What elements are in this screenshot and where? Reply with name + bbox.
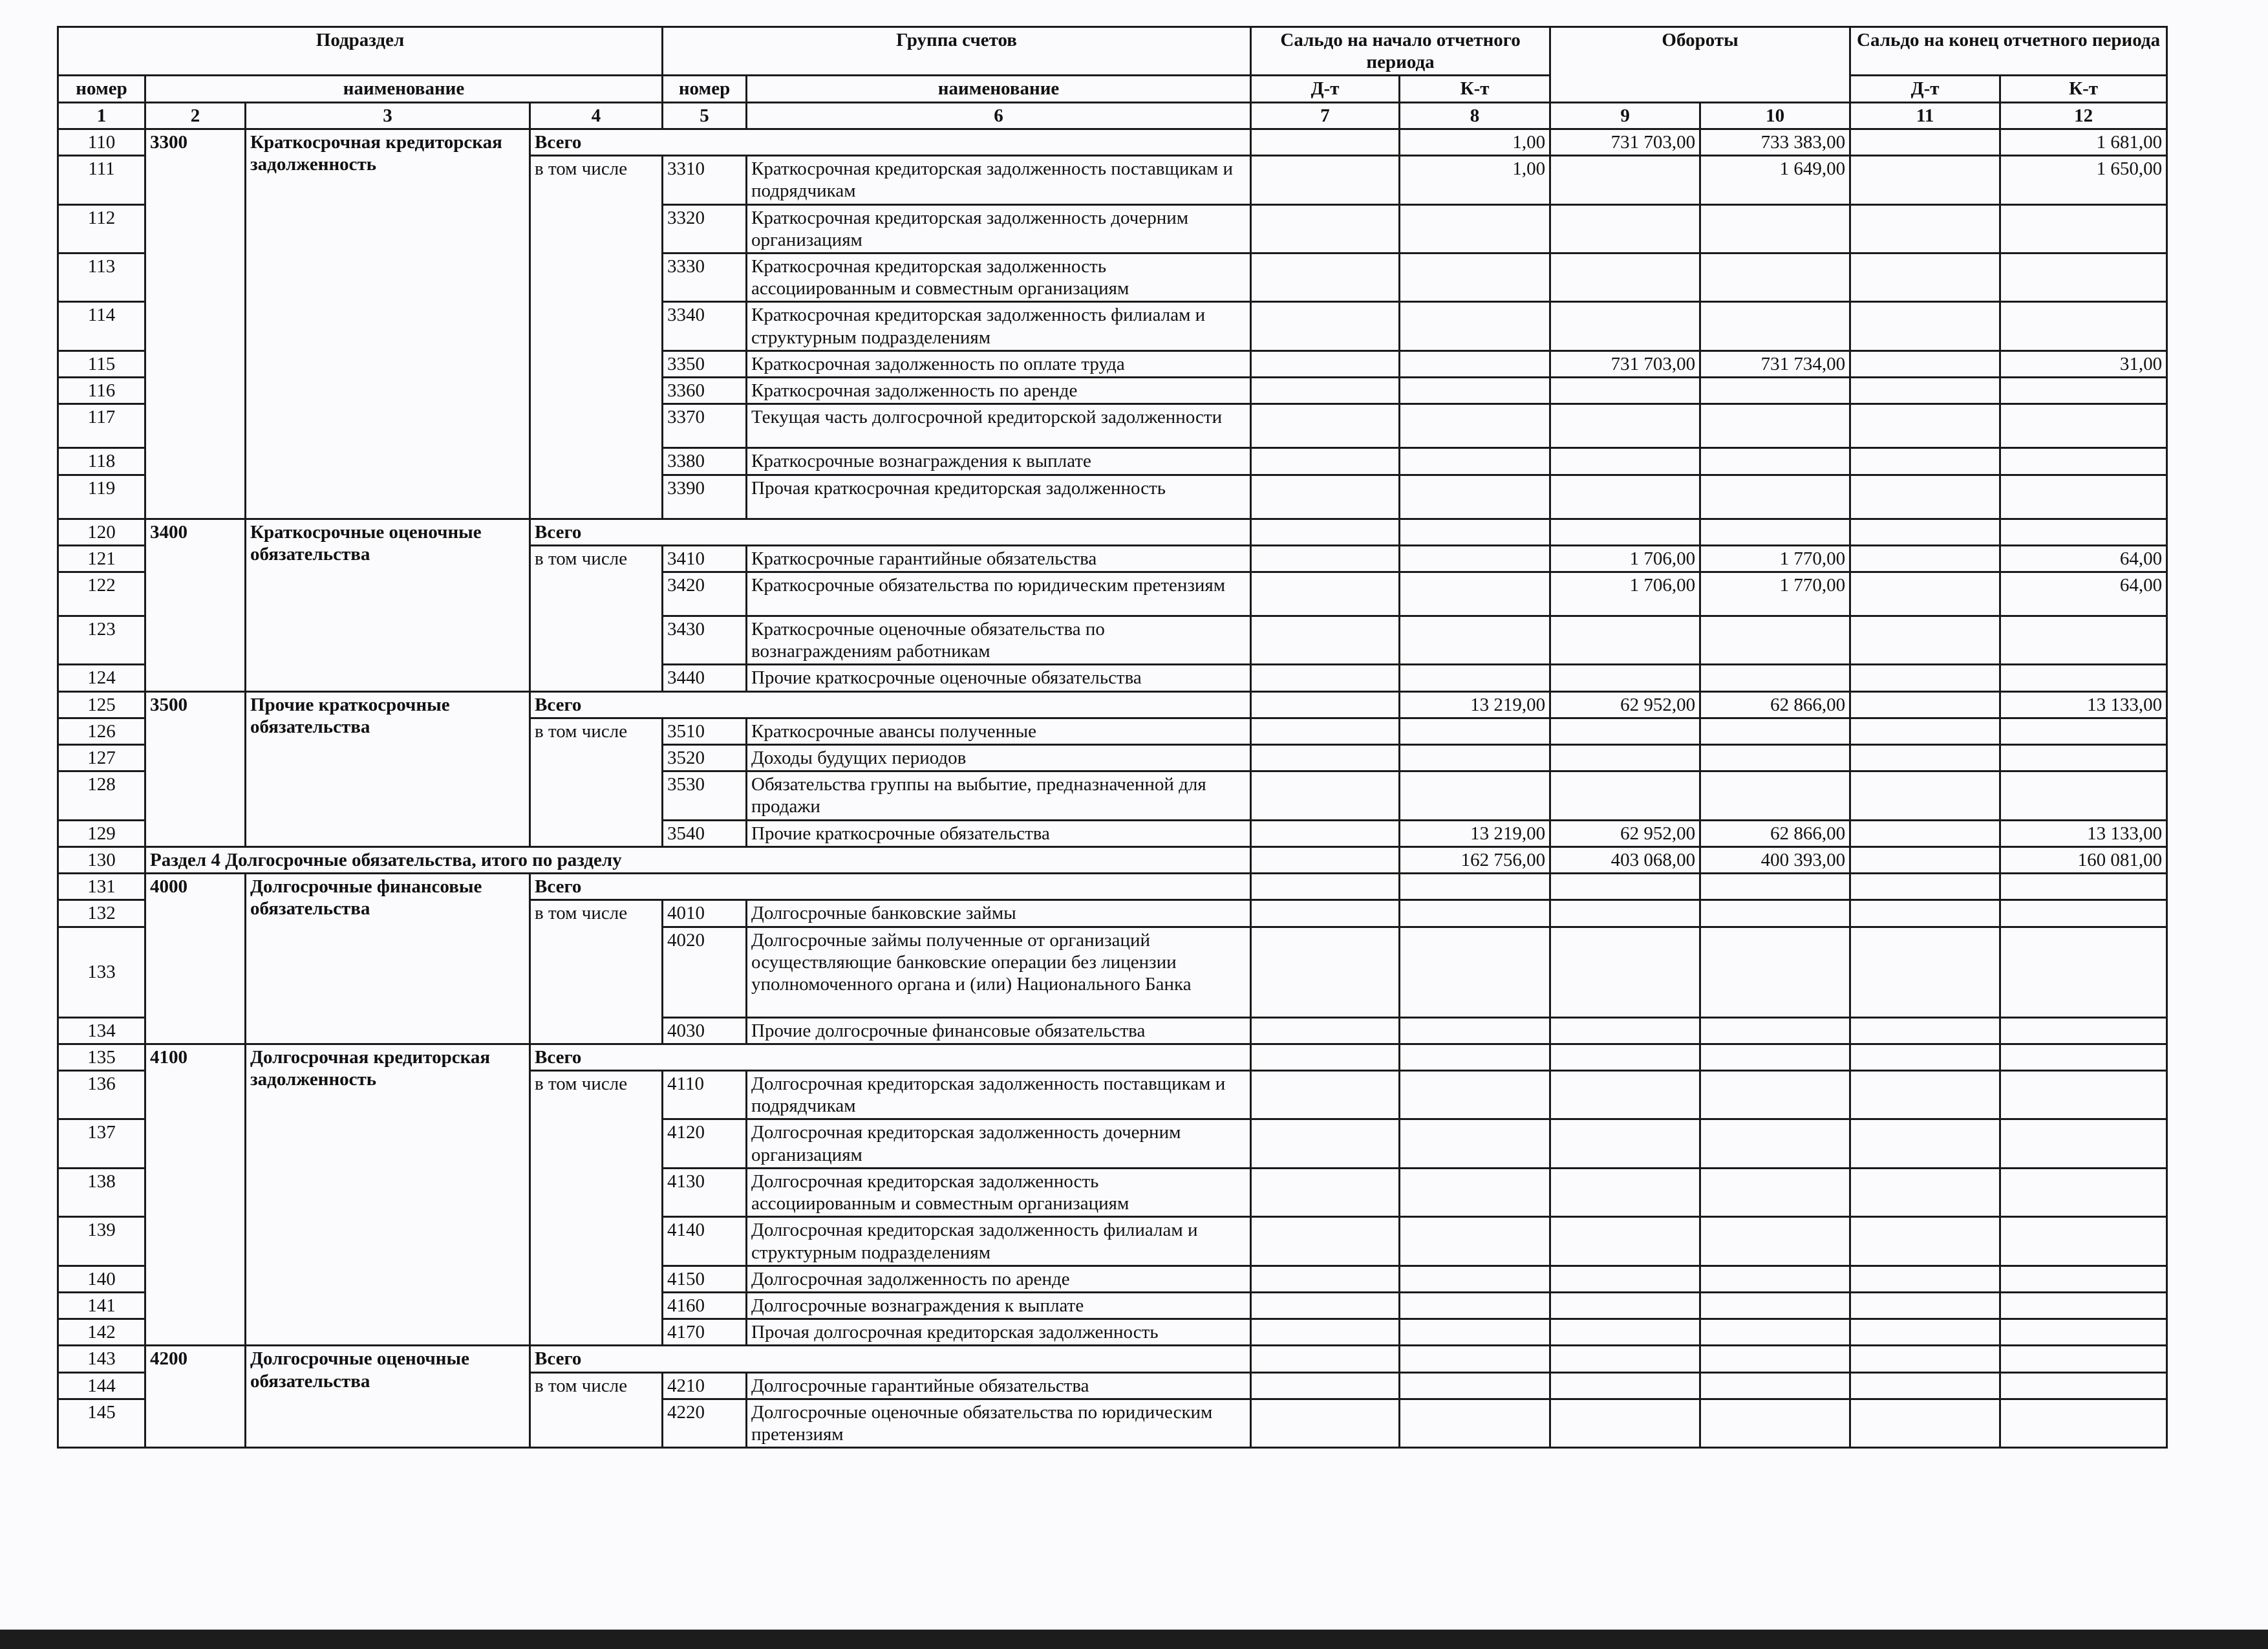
row-number: 113 — [58, 253, 145, 301]
turn-kt: 1 770,00 — [1700, 545, 1850, 572]
row-number: 121 — [58, 545, 145, 572]
including-label: в том числе — [530, 900, 663, 1044]
row-number: 123 — [58, 616, 145, 664]
account-number: 4160 — [663, 1292, 747, 1319]
account-number: 3530 — [663, 771, 747, 820]
row-number: 137 — [58, 1119, 145, 1168]
row-number: 122 — [58, 572, 145, 616]
account-number: 3440 — [663, 665, 747, 691]
close-kt: 1 650,00 — [2000, 156, 2167, 204]
including-label: в том числе — [530, 545, 663, 691]
open-kt: 13 219,00 — [1400, 820, 1550, 846]
open-kt: 13 219,00 — [1400, 691, 1550, 718]
account-name: Обязательства группы на выбытие, предназначенной для продажи — [747, 771, 1251, 820]
table-row — [58, 519, 2167, 545]
column-number: 7 — [1251, 102, 1400, 129]
account-name: Долгосрочные оценочные обязательства по юридическим претензиям — [747, 1399, 1251, 1447]
subsection-name: Краткосрочная кредиторская задолженность — [246, 129, 530, 519]
row-number: 132 — [58, 900, 145, 927]
total-label: Всего — [530, 1346, 1251, 1372]
open-dt — [1251, 129, 1400, 155]
row-number: 126 — [58, 718, 145, 744]
including-label: в том числе — [530, 1071, 663, 1346]
turn-dt: 62 952,00 — [1550, 691, 1700, 718]
close-kt: 1 681,00 — [2000, 129, 2167, 155]
row-number: 135 — [58, 1044, 145, 1070]
account-number: 3310 — [663, 156, 747, 204]
row-number: 143 — [58, 1346, 145, 1372]
close-kt: 13 133,00 — [2000, 691, 2167, 718]
subsection-code: 4100 — [145, 1044, 246, 1346]
account-number: 3320 — [663, 204, 747, 253]
account-name: Прочие долгосрочные финансовые обязательства — [747, 1017, 1251, 1044]
account-name: Краткосрочная задолженность по аренде — [747, 378, 1251, 404]
subsection-code: 3500 — [145, 691, 246, 846]
header-acc-name: наименование — [747, 76, 1251, 102]
account-name: Краткосрочные авансы полученные — [747, 718, 1251, 744]
trial-balance-table — [57, 26, 2168, 1449]
column-number: 6 — [747, 102, 1251, 129]
open-kt: 1,00 — [1400, 129, 1550, 155]
account-number: 3370 — [663, 404, 747, 448]
account-name: Краткосрочная кредиторская задолженность поставщикам и подрядчикам — [747, 156, 1251, 204]
header-close-kt: К-т — [2000, 76, 2167, 102]
column-number: 9 — [1550, 102, 1700, 129]
turn-kt: 1 649,00 — [1700, 156, 1850, 204]
header-close-dt: Д-т — [1850, 76, 2000, 102]
close-kt: 31,00 — [2000, 350, 2167, 377]
subsection-code: 4200 — [145, 1346, 246, 1448]
subsection-code: 3400 — [145, 519, 246, 691]
total-label: Всего — [530, 691, 1251, 718]
turn-dt — [1550, 156, 1700, 204]
close-dt — [1850, 156, 2000, 204]
column-number: 1 — [58, 102, 145, 129]
header-subsection: Подраздел — [58, 27, 663, 76]
account-number: 3430 — [663, 616, 747, 664]
account-name: Долгосрочная кредиторская задолженность поставщикам и подрядчикам — [747, 1071, 1251, 1119]
scanner-edge — [0, 1630, 2268, 1649]
account-name: Долгосрочная задолженность по аренде — [747, 1266, 1251, 1292]
account-name: Краткосрочные гарантийные обязательства — [747, 545, 1251, 572]
turn-kt: 733 383,00 — [1700, 129, 1850, 155]
close-dt — [1850, 129, 2000, 155]
account-name: Краткосрочные вознаграждения к выплате — [747, 448, 1251, 475]
subsection-name: Долгосрочные финансовые обязательства — [246, 874, 530, 1044]
table-row — [58, 1044, 2167, 1070]
row-number: 141 — [58, 1292, 145, 1319]
account-name: Долгосрочные займы полученные от организаций осуществляющие банковские операции без лицензии уполномоченного органа и (или) Национального Банка — [747, 927, 1251, 1017]
turn-kt: 62 866,00 — [1700, 820, 1850, 846]
header-sub-number: номер — [58, 76, 145, 102]
column-number: 4 — [530, 102, 663, 129]
total-label: Всего — [530, 1044, 1251, 1070]
turn-dt: 62 952,00 — [1550, 820, 1700, 846]
header-turnover: Обороты — [1550, 27, 1850, 103]
account-number: 4120 — [663, 1119, 747, 1168]
table-row — [58, 129, 2167, 155]
column-number: 3 — [246, 102, 530, 129]
account-number: 4030 — [663, 1017, 747, 1044]
account-name: Текущая часть долгосрочной кредиторской задолженности — [747, 404, 1251, 448]
row-number: 116 — [58, 378, 145, 404]
column-number: 11 — [1850, 102, 2000, 129]
account-number: 3330 — [663, 253, 747, 301]
open-dt — [1251, 156, 1400, 204]
row-number: 118 — [58, 448, 145, 475]
header-open-dt: Д-т — [1251, 76, 1400, 102]
close-kt: 160 081,00 — [2000, 846, 2167, 873]
row-number: 114 — [58, 302, 145, 350]
account-number: 3510 — [663, 718, 747, 744]
including-label: в том числе — [530, 1372, 663, 1448]
account-number: 4140 — [663, 1217, 747, 1266]
header-account-group: Группа счетов — [663, 27, 1251, 76]
account-number: 4020 — [663, 927, 747, 1017]
account-number: 3390 — [663, 475, 747, 519]
row-number: 145 — [58, 1399, 145, 1447]
account-name: Краткосрочные обязательства по юридическим претензиям — [747, 572, 1251, 616]
column-number: 2 — [145, 102, 246, 129]
account-number: 4170 — [663, 1319, 747, 1346]
account-name: Долгосрочная кредиторская задолженность филиалам и структурным подразделениям — [747, 1217, 1251, 1266]
turn-kt: 62 866,00 — [1700, 691, 1850, 718]
close-kt: 13 133,00 — [2000, 820, 2167, 846]
account-number: 3420 — [663, 572, 747, 616]
table-row — [58, 846, 2167, 873]
row-number: 140 — [58, 1266, 145, 1292]
account-number: 3410 — [663, 545, 747, 572]
row-number: 125 — [58, 691, 145, 718]
account-name: Долгосрочные банковские займы — [747, 900, 1251, 927]
header-opening-balance: Сальдо на начало отчетного периода — [1251, 27, 1550, 76]
account-name: Краткосрочная кредиторская задолженность ассоциированным и совместным организациям — [747, 253, 1251, 301]
account-number: 4130 — [663, 1168, 747, 1216]
column-number: 5 — [663, 102, 747, 129]
row-number: 112 — [58, 204, 145, 253]
account-number: 3360 — [663, 378, 747, 404]
account-number: 4010 — [663, 900, 747, 927]
total-label: Всего — [530, 874, 1251, 900]
row-number: 117 — [58, 404, 145, 448]
open-kt: 162 756,00 — [1400, 846, 1550, 873]
row-number: 115 — [58, 350, 145, 377]
row-number: 110 — [58, 129, 145, 155]
row-number: 142 — [58, 1319, 145, 1346]
row-number: 144 — [58, 1372, 145, 1399]
turn-kt: 400 393,00 — [1700, 846, 1850, 873]
subsection-code: 3300 — [145, 129, 246, 519]
account-name: Краткосрочная кредиторская задолженность филиалам и структурным подразделениям — [747, 302, 1251, 350]
header-acc-number: номер — [663, 76, 747, 102]
header-sub-name: наименование — [145, 76, 663, 102]
row-number: 127 — [58, 745, 145, 771]
section-total-label: Раздел 4 Долгосрочные обязательства, итого по разделу — [145, 846, 1251, 873]
account-number: 3520 — [663, 745, 747, 771]
turn-dt: 731 703,00 — [1550, 350, 1700, 377]
turn-dt: 1 706,00 — [1550, 572, 1700, 616]
open-kt: 1,00 — [1400, 156, 1550, 204]
account-name: Долгосрочная кредиторская задолженность дочерним организациям — [747, 1119, 1251, 1168]
subsection-name: Прочие краткосрочные обязательства — [246, 691, 530, 846]
row-number: 136 — [58, 1071, 145, 1119]
subsection-name: Краткосрочные оценочные обязательства — [246, 519, 530, 691]
account-number: 4150 — [663, 1266, 747, 1292]
close-kt: 64,00 — [2000, 572, 2167, 616]
row-number: 138 — [58, 1168, 145, 1216]
row-number: 128 — [58, 771, 145, 820]
account-name: Прочая краткосрочная кредиторская задолженность — [747, 475, 1251, 519]
turn-dt: 731 703,00 — [1550, 129, 1700, 155]
account-name: Долгосрочные гарантийные обязательства — [747, 1372, 1251, 1399]
column-number: 10 — [1700, 102, 1850, 129]
row-number: 139 — [58, 1217, 145, 1266]
account-number: 4110 — [663, 1071, 747, 1119]
column-number: 12 — [2000, 102, 2167, 129]
row-number: 120 — [58, 519, 145, 545]
table-row — [58, 1346, 2167, 1372]
header-closing-balance: Сальдо на конец отчетного периода — [1850, 27, 2167, 76]
total-label: Всего — [530, 519, 1251, 545]
row-number: 119 — [58, 475, 145, 519]
subsection-name: Долгосрочная кредиторская задолженность — [246, 1044, 530, 1346]
account-name: Прочие краткосрочные обязательства — [747, 820, 1251, 846]
turn-kt: 731 734,00 — [1700, 350, 1850, 377]
account-name: Долгосрочная кредиторская задолженность ассоциированным и совместным организациям — [747, 1168, 1251, 1216]
turn-dt: 403 068,00 — [1550, 846, 1700, 873]
account-name: Краткосрочная задолженность по оплате труда — [747, 350, 1251, 377]
column-number: 8 — [1400, 102, 1550, 129]
table-row — [58, 691, 2167, 718]
subsection-code: 4000 — [145, 874, 246, 1044]
account-name: Краткосрочные оценочные обязательства по вознаграждениям работникам — [747, 616, 1251, 664]
account-number: 3340 — [663, 302, 747, 350]
row-number: 134 — [58, 1017, 145, 1044]
turn-dt: 1 706,00 — [1550, 545, 1700, 572]
account-number: 4220 — [663, 1399, 747, 1447]
account-name: Прочая долгосрочная кредиторская задолженность — [747, 1319, 1251, 1346]
account-number: 3540 — [663, 820, 747, 846]
including-label: в том числе — [530, 156, 663, 519]
table-row — [58, 874, 2167, 900]
row-number: 133 — [58, 927, 145, 1017]
row-number: 131 — [58, 874, 145, 900]
account-number: 4210 — [663, 1372, 747, 1399]
row-number: 129 — [58, 820, 145, 846]
turn-kt: 1 770,00 — [1700, 572, 1850, 616]
account-name: Долгосрочные вознаграждения к выплате — [747, 1292, 1251, 1319]
row-number: 124 — [58, 665, 145, 691]
account-number: 3350 — [663, 350, 747, 377]
row-number: 130 — [58, 846, 145, 873]
account-name: Прочие краткосрочные оценочные обязательства — [747, 665, 1251, 691]
close-kt: 64,00 — [2000, 545, 2167, 572]
header-open-kt: К-т — [1400, 76, 1550, 102]
account-name: Краткосрочная кредиторская задолженность дочерним организациям — [747, 204, 1251, 253]
row-number: 111 — [58, 156, 145, 204]
account-number: 3380 — [663, 448, 747, 475]
total-label: Всего — [530, 129, 1251, 155]
subsection-name: Долгосрочные оценочные обязательства — [246, 1346, 530, 1448]
account-name: Доходы будущих периодов — [747, 745, 1251, 771]
including-label: в том числе — [530, 718, 663, 846]
